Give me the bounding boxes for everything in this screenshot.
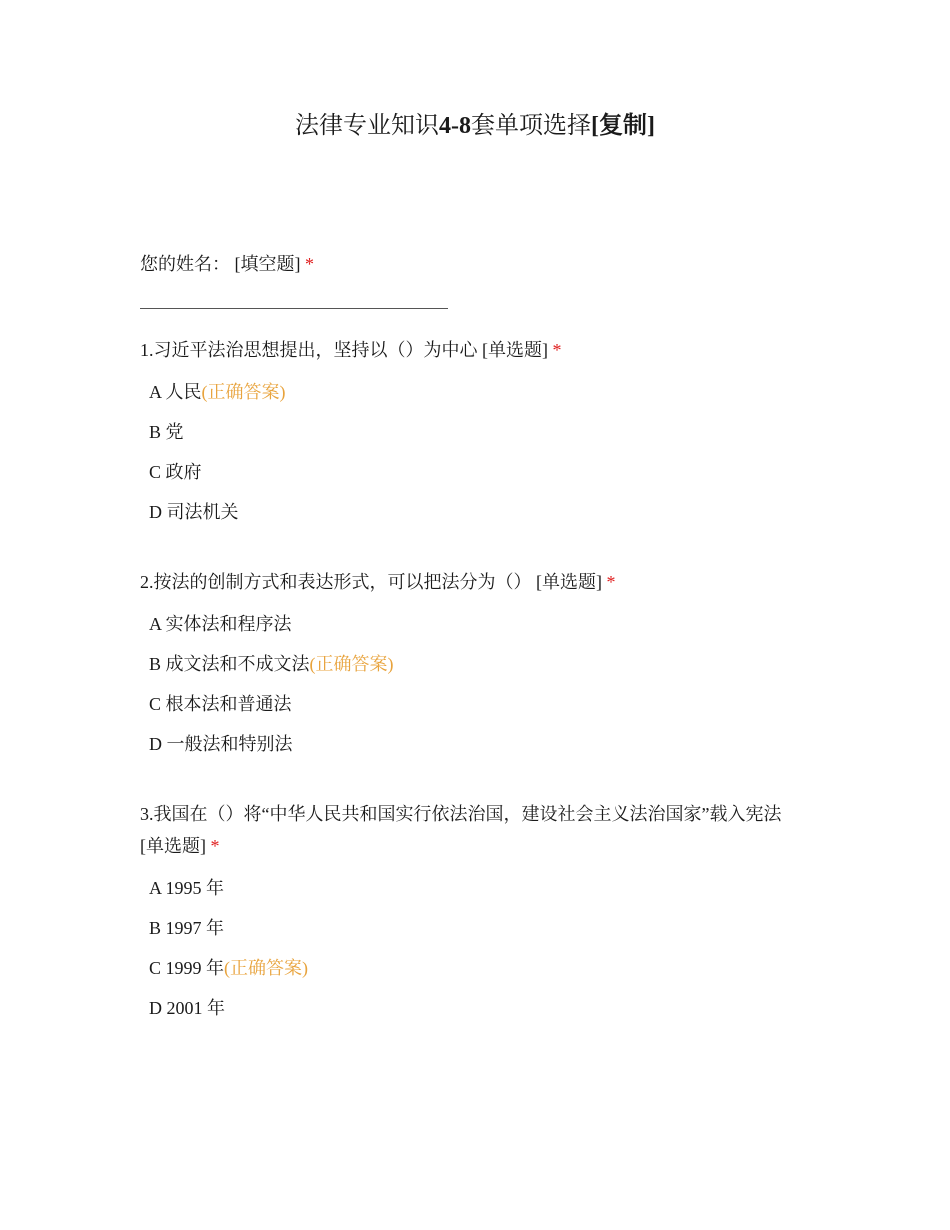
question-2 — [140, 566, 820, 764]
question-text: 1.习近平法治思想提出，坚持以（）为中心 — [140, 340, 478, 360]
option-d[interactable] — [149, 724, 820, 764]
correct-answer-label: (正确答案) — [201, 382, 286, 402]
option-text: A 人民 — [149, 382, 202, 402]
title-text-2: 套单项选择 — [471, 113, 591, 139]
option-list — [140, 868, 820, 1028]
question-type-tag: [单选题] — [536, 572, 602, 592]
option-c[interactable] — [149, 948, 820, 988]
survey-content — [140, 248, 820, 1028]
option-text: C 根本法和普通法 — [149, 694, 292, 714]
option-text: C 政府 — [149, 462, 202, 482]
name-question — [140, 248, 820, 320]
title-copy-tag: [复制] — [591, 113, 655, 139]
option-d[interactable] — [149, 988, 820, 1028]
required-mark: * — [210, 836, 220, 856]
name-label: 您的姓名： — [140, 254, 230, 274]
name-input-line[interactable] — [140, 308, 448, 309]
option-a[interactable] — [149, 604, 820, 644]
required-mark: * — [606, 572, 616, 592]
title-set-number: 4-8 — [439, 113, 471, 139]
option-a[interactable] — [149, 868, 820, 908]
option-d[interactable] — [149, 492, 820, 532]
option-b[interactable] — [149, 412, 820, 452]
option-text: C 1999 年 — [149, 958, 225, 978]
option-b[interactable] — [149, 908, 820, 948]
option-text: A 实体法和程序法 — [149, 614, 292, 634]
question-3 — [140, 798, 820, 1028]
option-text: D 2001 年 — [149, 998, 225, 1018]
option-c[interactable] — [149, 452, 820, 492]
question-type-tag: [单选题] — [140, 836, 206, 856]
title-text: 法律专业知识 — [295, 113, 439, 139]
question-text: 3.我国在（）将“中华人民共和国实行依法治国，建设社会主义法治国家”载入宪法 — [140, 804, 782, 824]
correct-answer-label: (正确答案) — [309, 654, 394, 674]
option-list — [140, 372, 820, 532]
option-c[interactable] — [149, 684, 820, 724]
option-b[interactable] — [149, 644, 820, 684]
question-text: 2.按法的创制方式和表达形式，可以把法分为（） — [140, 572, 532, 592]
option-text: A 1995 年 — [149, 878, 225, 898]
option-text: D 一般法和特别法 — [149, 734, 293, 754]
question-text-line — [140, 334, 820, 366]
question-text-line — [140, 798, 820, 862]
question-type-tag: [填空题] — [234, 254, 301, 274]
required-mark: * — [552, 340, 562, 360]
option-text: D 司法机关 — [149, 502, 239, 522]
required-mark: * — [305, 254, 314, 274]
option-text: B 成文法和不成文法 — [149, 654, 310, 674]
option-text: B 1997 年 — [149, 918, 225, 938]
option-text: B 党 — [149, 422, 184, 442]
page-title — [0, 110, 950, 142]
question-type-tag: [单选题] — [482, 340, 548, 360]
option-list — [140, 604, 820, 764]
question-1 — [140, 334, 820, 532]
question-text-line — [140, 566, 820, 598]
option-a[interactable] — [149, 372, 820, 412]
correct-answer-label: (正确答案) — [224, 958, 309, 978]
name-question-line — [140, 248, 820, 280]
